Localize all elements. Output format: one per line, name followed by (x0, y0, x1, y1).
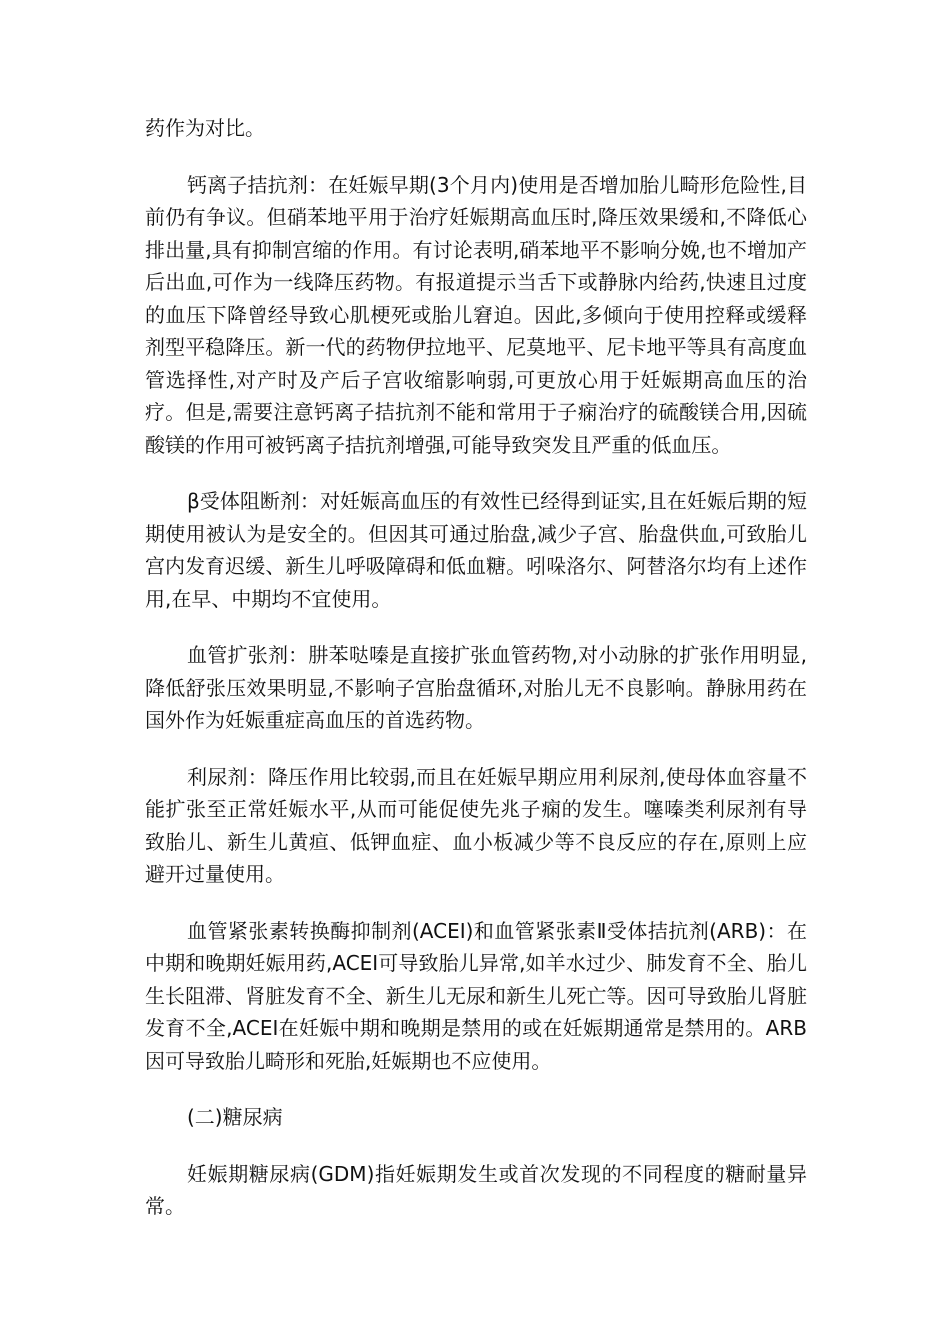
paragraph-vasodilators: 血管扩张剂：肼苯哒嗪是直接扩张血管药物,对小动脉的扩张作用明显,降低舒张压效果明显,不影响子宫胎盘循环,对胎儿无不良影响。静脉用药在国外作为妊娠重症高血压的首选药物。 (145, 643, 807, 732)
paragraph-beta-blockers: β受体阻断剂：对妊娠高血压的有效性已经得到证实,且在妊娠后期的短期使用被认为是安全的。但因其可通过胎盘,减少子宫、胎盘供血,可致胎儿宫内发育迟缓、新生儿呼吸障碍和低血糖。吲哚洛尔、阿替洛尔均有上述作用,在早、中期均不宜使用。 (145, 489, 807, 611)
paragraph-acei-arb: 血管紧张素转换酶抑制剂(ACEI)和血管紧张素Ⅱ受体拮抗剂(ARB)：在中期和晚期妊娠用药,ACEI可导致胎儿异常,如羊水过少、肺发育不全、胎儿生长阻滞、肾脏发育不全、新生儿无尿和新生儿死亡等。因可导致胎儿肾脏发育不全,ACEI在妊娠中期和晚期是禁用的或在妊娠期通常是禁用的。ARB因可导致胎儿畸形和死胎,妊娠期也不应使用。 (145, 918, 807, 1073)
paragraph-continuation: 药作为对比。 (145, 116, 265, 140)
section-heading-diabetes: (二)糖尿病 (187, 1105, 283, 1129)
document-page (145, 112, 807, 1247)
paragraph-diuretics: 利尿剂：降压作用比较弱,而且在妊娠早期应用利尿剂,使母体血容量不能扩张至正常妊娠水平,从而可能促使先兆子痫的发生。噻嗪类利尿剂有导致胎儿、新生儿黄疸、低钾血症、血小板减少等不良反应的存在,原则上应避开过量使用。 (145, 764, 807, 886)
paragraph-gdm-definition: 妊娠期糖尿病(GDM)指妊娠期发生或首次发现的不同程度的糖耐量异常。 (145, 1161, 807, 1218)
paragraph-calcium-channel-blockers: 钙离子拮抗剂：在妊娠早期(3个月内)使用是否增加胎儿畸形危险性,目前仍有争议。但硝苯地平用于治疗妊娠期高血压时,降压效果缓和,不降低心排出量,具有抑制宫缩的作用。有讨论表明,硝苯地平不影响分娩,也不增加产后出血,可作为一线降压药物。有报道提示当舌下或静脉内给药,快速且过度的血压下降曾经导致心肌梗死或胎儿窘迫。因此,多倾向于使用控释或缓释剂型平稳降压。新一代的药物伊拉地平、尼莫地平、尼卡地平等具有高度血管选择性,对产时及产后子宫收缩影响弱,可更放心用于妊娠期高血压的治疗。但是,需要注意钙离子拮抗剂不能和常用于子痫治疗的硫酸镁合用,因硫酸镁的作用可被钙离子拮抗剂增强,可能导致突发且严重的低血压。 (145, 172, 807, 457)
